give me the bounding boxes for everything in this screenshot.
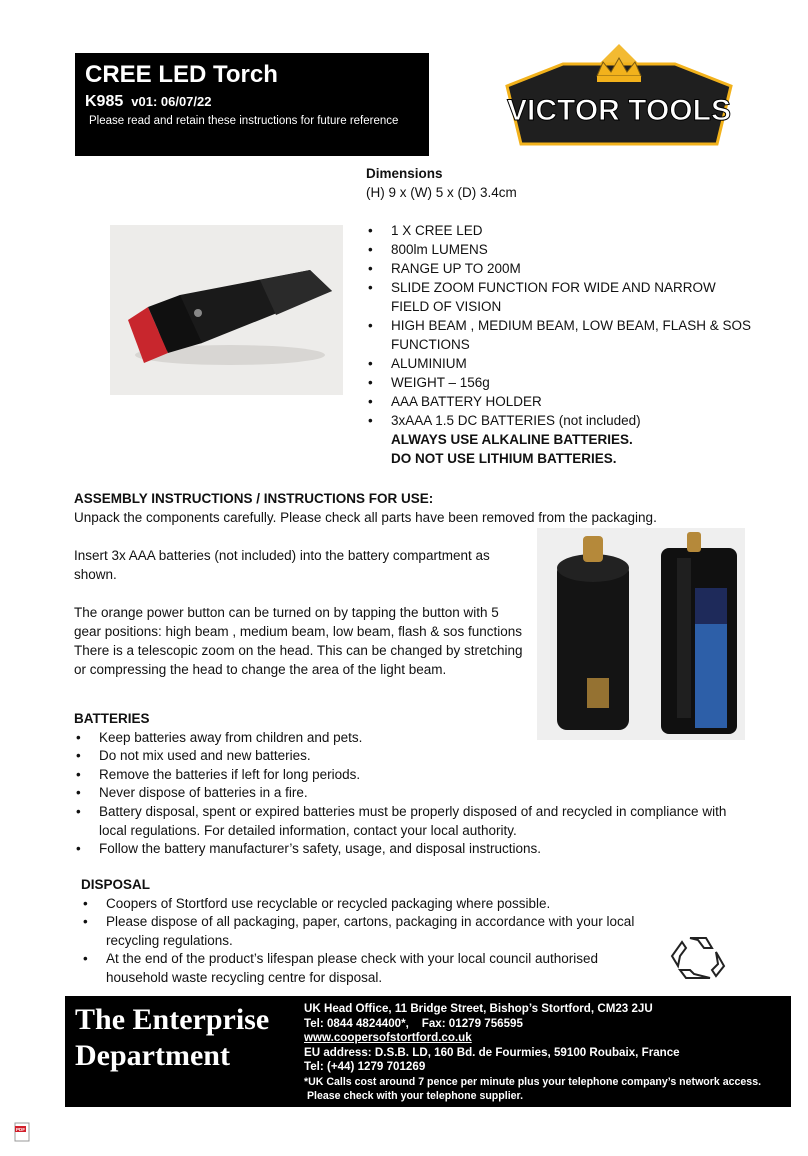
spec-item: • 800lm LUMENS bbox=[366, 240, 756, 259]
company-name-line: The Enterprise bbox=[75, 1003, 270, 1036]
website-link[interactable]: www.coopersofstortford.co.uk bbox=[304, 1031, 472, 1044]
document-title: CREE LED Torch bbox=[85, 61, 278, 88]
spec-list bbox=[366, 221, 756, 468]
assembly-heading: ASSEMBLY INSTRUCTIONS / INSTRUCTIONS FOR USE: bbox=[74, 491, 434, 506]
eu-address: EU address: D.S.B. LD, 160 Bd. de Fourmies, 59100 Roubaix, France bbox=[304, 1045, 680, 1059]
eu-tel: Tel: (+44) 1279 701269 bbox=[304, 1060, 426, 1073]
supplier-note: Please check with your telephone supplier. bbox=[304, 1090, 524, 1102]
disposal-heading: DISPOSAL bbox=[81, 877, 151, 892]
list-item: • Please dispose of all packaging, paper, cartons, packaging in accordance with your local recycling regulations. bbox=[81, 913, 651, 950]
list-item: • Never dispose of batteries in a fire. bbox=[74, 784, 734, 803]
spec-item: • 1 X CREE LED bbox=[366, 221, 756, 240]
spec-item: • AAA BATTERY HOLDER bbox=[366, 392, 756, 411]
specifications bbox=[366, 164, 756, 468]
spec-item: • WEIGHT – 156g bbox=[366, 373, 756, 392]
list-item: • Follow the battery manufacturer’s safety, usage, and disposal instructions. bbox=[74, 840, 734, 859]
pdf-icon-label: PDF bbox=[16, 1127, 25, 1132]
disposal-section bbox=[81, 876, 651, 988]
retain-note: Please read and retain these instructions for future reference bbox=[89, 115, 399, 127]
logo-text: VICTOR TOOLS bbox=[507, 94, 731, 127]
header-box bbox=[75, 53, 429, 156]
recycle-icon bbox=[670, 930, 726, 982]
company-name-line: Department bbox=[75, 1039, 230, 1072]
assembly-paragraph: There is a telescopic zoom on the head. This can be changed by stretching or compressing the head to change the area of the light beam. bbox=[74, 643, 523, 677]
pdf-icon[interactable] bbox=[14, 1122, 32, 1142]
company-name bbox=[75, 1002, 295, 1074]
assembly-paragraph: Insert 3x AAA batteries (not included) into the battery compartment as shown. bbox=[74, 548, 490, 582]
dimensions-title: Dimensions bbox=[366, 166, 443, 181]
list-item: • Coopers of Stortford use recyclable or recycled packaging where possible. bbox=[81, 895, 651, 914]
battery-holder-photo bbox=[537, 528, 745, 740]
batteries-list bbox=[74, 729, 734, 859]
version-label: v01: 06/07/22 bbox=[131, 94, 212, 109]
product-code-line bbox=[85, 93, 211, 111]
contact-details bbox=[304, 1002, 761, 1104]
list-item: • Keep batteries away from children and pets. bbox=[74, 729, 734, 748]
call-cost-note: *UK Calls cost around 7 pence per minute plus your telephone company’s network access. bbox=[304, 1075, 762, 1088]
dimensions-value: (H) 9 x (W) 5 x (D) 3.4cm bbox=[366, 185, 517, 200]
spec-item-text: 3xAAA 1.5 DC BATTERIES (not included) bbox=[391, 413, 641, 428]
list-item: • Remove the batteries if left for long periods. bbox=[74, 766, 734, 785]
batteries-heading: BATTERIES bbox=[74, 711, 150, 726]
footer bbox=[65, 996, 791, 1107]
flashlight-photo bbox=[110, 225, 343, 395]
victor-tools-logo bbox=[503, 42, 735, 152]
spec-item: • HIGH BEAM , MEDIUM BEAM, LOW BEAM, FLASH & SOS FUNCTIONS bbox=[366, 316, 756, 354]
list-item: • At the end of the product’s lifespan please check with your local council authorised household waste recycling centre for disposal. bbox=[81, 950, 651, 987]
lithium-warning: DO NOT USE LITHIUM BATTERIES. bbox=[391, 451, 617, 466]
list-item: • Battery disposal, spent or expired batteries must be properly disposed of and recycled in compliance with local regulations. For detailed information, contact your local authority. bbox=[74, 803, 734, 840]
assembly-paragraph: The orange power button can be turned on by tapping the button with 5 gear positions: high beam , medium beam, low beam, flash & sos functions bbox=[74, 605, 522, 639]
product-code: K985 bbox=[85, 93, 124, 110]
list-item: • Do not mix used and new batteries. bbox=[74, 747, 734, 766]
spec-item: • RANGE UP TO 200M bbox=[366, 259, 756, 278]
tel-fax: Tel: 0844 4824400*, Fax: 01279 756595 bbox=[304, 1016, 523, 1030]
disposal-list bbox=[81, 895, 651, 988]
spec-item: • ALUMINIUM bbox=[366, 354, 756, 373]
spec-item-batteries bbox=[366, 411, 756, 468]
batteries-section bbox=[74, 710, 734, 859]
alkaline-warning: ALWAYS USE ALKALINE BATTERIES. bbox=[391, 432, 633, 447]
spec-item: • SLIDE ZOOM FUNCTION FOR WIDE AND NARROW FIELD OF VISION bbox=[366, 278, 756, 316]
office-address: UK Head Office, 11 Bridge Street, Bishop’s Stortford, CM23 2JU bbox=[304, 1002, 653, 1015]
assembly-paragraph: Unpack the components carefully. Please check all parts have been removed from the packaging. bbox=[74, 510, 657, 525]
